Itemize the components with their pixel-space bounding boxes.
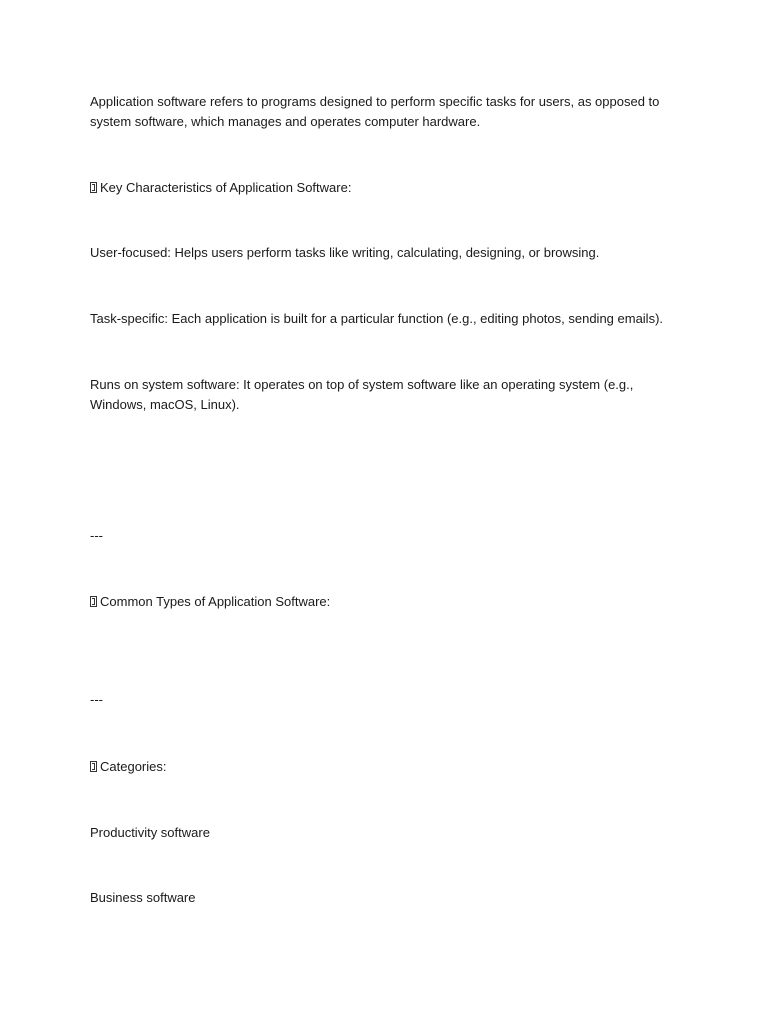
section-heading-categories [90,757,670,777]
characteristic-item: Runs on system software: It operates on top of system software like an operating system (e.g., Windows, macOS, Linux). [90,377,634,412]
divider-text: --- [90,692,103,707]
section-heading-common-types [90,592,670,612]
divider-text: --- [90,528,103,543]
missing-glyph-icon [90,182,97,193]
section-heading-key-characteristics [90,178,670,198]
characteristic-item: Task-specific: Each application is built for a particular function (e.g., editing photos, sending emails). [90,311,664,326]
section-heading-text: Key Characteristics of Application Software: [100,180,352,195]
category-item: Productivity software [90,825,210,840]
characteristic-item: User-focused: Helps users perform tasks like writing, calculating, designing, or browsing. [90,245,600,260]
category-item: Business software [90,890,196,905]
section-heading-text: Common Types of Application Software: [100,594,331,609]
missing-glyph-icon [90,596,97,607]
intro-paragraph: Application software refers to programs designed to perform specific tasks for users, as opposed to system software, which manages and operates computer hardware. [90,94,660,129]
missing-glyph-icon [90,761,97,772]
section-heading-text: Categories: [100,759,167,774]
